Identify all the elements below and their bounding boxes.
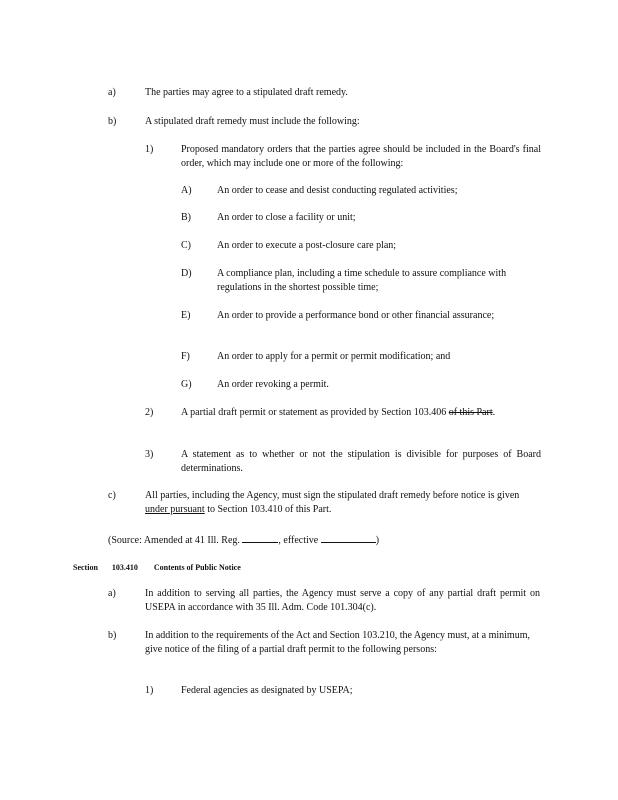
- item-C-text: An order to execute a post-closure care plan;: [217, 240, 397, 251]
- struck-text: of this Part: [448, 407, 493, 418]
- item-D-label: D): [181, 268, 192, 279]
- section-item-b1-label: 1): [145, 685, 154, 696]
- item-F-label: F): [181, 351, 190, 362]
- section-heading: [73, 561, 573, 575]
- section-number: 103.410: [111, 563, 138, 572]
- section-item-a-label: a): [108, 588, 116, 599]
- section-item-b-label: b): [108, 630, 117, 641]
- item-a-label: a): [108, 87, 116, 98]
- item-B-label: B): [181, 212, 191, 223]
- item-c-label: c): [108, 490, 116, 501]
- item-A-text: An order to cease and desist conducting regulated activities;: [217, 185, 458, 196]
- item-b2-text: A partial draft permit or statement as provided by Section 103.406 of this Part.: [181, 407, 496, 418]
- item-c-text: All parties, including the Agency, must sign the stipulated draft remedy before notice is given under pursuant to Section 103.410 of this Part.: [145, 490, 520, 515]
- item-G-label: G): [181, 379, 192, 390]
- section-title: Contents of Public Notice: [153, 563, 241, 572]
- section-item-b-text: In addition to the requirements of the Act and Section 103.210, the Agency must, at a minimum, give notice of the filing of a partial draft permit to the following persons:: [145, 630, 530, 655]
- item-b2-label: 2): [145, 407, 154, 418]
- item-b3-label: 3): [145, 449, 154, 460]
- section-prefix: Section: [73, 563, 98, 572]
- item-E-label: E): [181, 310, 191, 321]
- section-item-a-text: In addition to serving all parties, the Agency must serve a copy of any partial draft permit on USEPA in accordance with 35 Ill. Adm. Code 101.304(c).: [145, 588, 540, 613]
- item-C-label: C): [181, 240, 191, 251]
- item-b-label: b): [108, 116, 117, 127]
- item-D-text: A compliance plan, including a time schedule to assure compliance with regulations in the shortest possible time;: [217, 268, 507, 293]
- item-A-label: A): [181, 185, 192, 196]
- item-b-text: A stipulated draft remedy must include the following:: [145, 116, 360, 127]
- item-G-text: An order revoking a permit.: [217, 379, 329, 390]
- section-item-b1-text: Federal agencies as designated by USEPA;: [181, 685, 353, 696]
- item-b1-label: 1): [145, 144, 154, 155]
- item-B-text: An order to close a facility or unit;: [217, 212, 356, 223]
- item-b1-text: Proposed mandatory orders that the parties agree should be included in the Board's final order, which may include one or more of the following:: [181, 144, 541, 169]
- item-b3-text: A statement as to whether or not the stipulation is divisible for purposes of Board determinations.: [181, 449, 541, 474]
- item-F-text: An order to apply for a permit or permit modification; and: [217, 351, 451, 362]
- item-a-text: The parties may agree to a stipulated draft remedy.: [145, 87, 348, 98]
- item-E-text: An order to provide a performance bond or other financial assurance;: [217, 310, 495, 321]
- underlined-text: under pursuant: [145, 504, 205, 515]
- source-note: (Source: Amended at 41 Ill. Reg. , effective ): [108, 532, 538, 548]
- reg-blank: [242, 532, 278, 543]
- date-blank: [321, 532, 376, 543]
